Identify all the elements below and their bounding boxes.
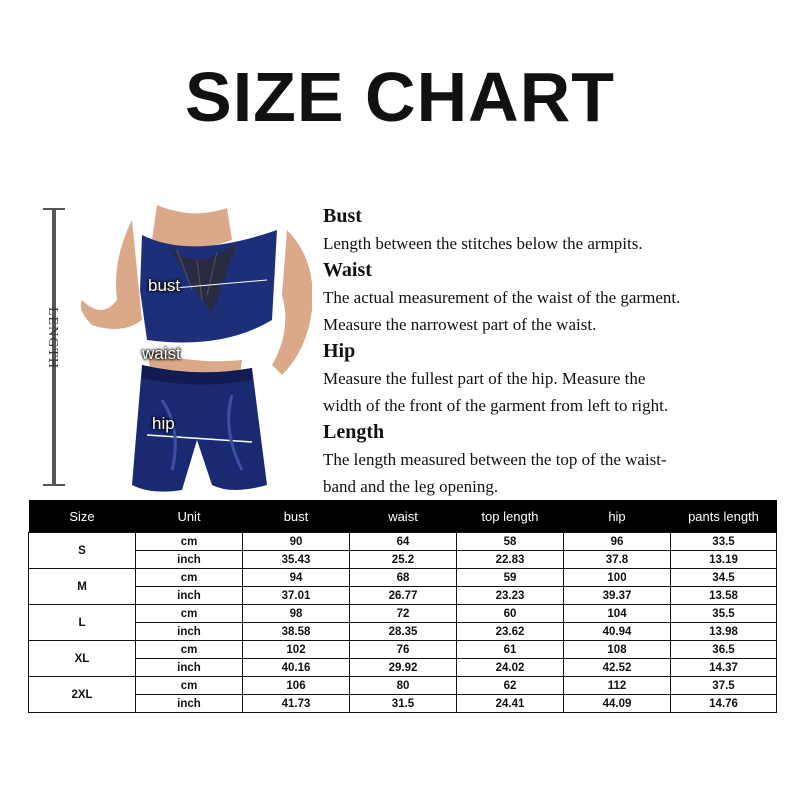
value-cell: 34.5	[671, 569, 777, 587]
length-label: LENGTH	[45, 307, 60, 369]
length-text-line-1: The length measured between the top of the waist-	[323, 450, 667, 469]
table-row	[29, 569, 777, 587]
value-cell: 62	[457, 677, 564, 695]
size-table	[28, 500, 777, 713]
value-cell: 25.2	[350, 551, 457, 569]
value-cell: 35.43	[243, 551, 350, 569]
header-size: Size	[29, 500, 136, 533]
unit-cell: cm	[136, 605, 243, 623]
value-cell: 58	[457, 533, 564, 551]
value-cell: 100	[564, 569, 671, 587]
bust-tag: bust	[148, 276, 181, 295]
unit-cell: inch	[136, 551, 243, 569]
measurement-descriptions	[323, 203, 793, 500]
header-bust: bust	[243, 500, 350, 533]
size-cell: M	[29, 569, 136, 605]
value-cell: 23.23	[457, 587, 564, 605]
value-cell: 68	[350, 569, 457, 587]
table-row	[29, 677, 777, 695]
value-cell: 29.92	[350, 659, 457, 677]
unit-cell: cm	[136, 533, 243, 551]
header-hip: hip	[564, 500, 671, 533]
unit-cell: inch	[136, 659, 243, 677]
header-waist: waist	[350, 500, 457, 533]
hip-text-line-2: width of the front of the garment from left to right.	[323, 396, 669, 415]
unit-cell: cm	[136, 569, 243, 587]
unit-cell: inch	[136, 587, 243, 605]
waist-heading: Waist	[323, 259, 372, 281]
value-cell: 108	[564, 641, 671, 659]
header-top-length: top length	[457, 500, 564, 533]
value-cell: 112	[564, 677, 671, 695]
value-cell: 61	[457, 641, 564, 659]
value-cell: 28.35	[350, 623, 457, 641]
value-cell: 22.83	[457, 551, 564, 569]
unit-cell: inch	[136, 623, 243, 641]
value-cell: 59	[457, 569, 564, 587]
value-cell: 96	[564, 533, 671, 551]
size-cell: L	[29, 605, 136, 641]
bust-section	[323, 203, 793, 257]
bust-heading: Bust	[323, 205, 362, 227]
value-cell: 36.5	[671, 641, 777, 659]
table-row	[29, 623, 777, 641]
table-row	[29, 695, 777, 713]
value-cell: 106	[243, 677, 350, 695]
value-cell: 13.58	[671, 587, 777, 605]
value-cell: 102	[243, 641, 350, 659]
value-cell: 33.5	[671, 533, 777, 551]
value-cell: 37.01	[243, 587, 350, 605]
hip-section	[323, 338, 793, 419]
page-title: SIZE CHART	[185, 58, 615, 136]
length-heading: Length	[323, 421, 385, 443]
value-cell: 37.8	[564, 551, 671, 569]
header-unit: Unit	[136, 500, 243, 533]
value-cell: 40.94	[564, 623, 671, 641]
table-row	[29, 587, 777, 605]
value-cell: 80	[350, 677, 457, 695]
waist-section	[323, 257, 793, 338]
value-cell: 72	[350, 605, 457, 623]
size-cell: S	[29, 533, 136, 569]
size-cell: 2XL	[29, 677, 136, 713]
table-row	[29, 605, 777, 623]
waist-text-line-2: Measure the narrowest part of the waist.	[323, 315, 597, 334]
size-cell: XL	[29, 641, 136, 677]
value-cell: 104	[564, 605, 671, 623]
hip-tag: hip	[152, 414, 175, 433]
value-cell: 76	[350, 641, 457, 659]
value-cell: 24.02	[457, 659, 564, 677]
table-row	[29, 659, 777, 677]
value-cell: 31.5	[350, 695, 457, 713]
model-image	[72, 200, 312, 500]
table-row	[29, 641, 777, 659]
value-cell: 13.19	[671, 551, 777, 569]
value-cell: 64	[350, 533, 457, 551]
value-cell: 90	[243, 533, 350, 551]
value-cell: 44.09	[564, 695, 671, 713]
value-cell: 98	[243, 605, 350, 623]
table-row	[29, 551, 777, 569]
value-cell: 26.77	[350, 587, 457, 605]
header-pants-length: pants length	[671, 500, 777, 533]
length-text-line-2: band and the leg opening.	[323, 477, 499, 496]
value-cell: 13.98	[671, 623, 777, 641]
value-cell: 23.62	[457, 623, 564, 641]
value-cell: 39.37	[564, 587, 671, 605]
garment-illustration	[22, 200, 312, 500]
hip-text-line-1: Measure the fullest part of the hip. Measure the	[323, 369, 646, 388]
value-cell: 60	[457, 605, 564, 623]
value-cell: 24.41	[457, 695, 564, 713]
value-cell: 42.52	[564, 659, 671, 677]
length-section	[323, 419, 793, 500]
value-cell: 38.58	[243, 623, 350, 641]
unit-cell: cm	[136, 641, 243, 659]
value-cell: 40.16	[243, 659, 350, 677]
bust-text: Length between the stitches below the armpits.	[323, 234, 643, 253]
value-cell: 94	[243, 569, 350, 587]
value-cell: 37.5	[671, 677, 777, 695]
value-cell: 14.76	[671, 695, 777, 713]
hip-heading: Hip	[323, 340, 356, 362]
unit-cell: inch	[136, 695, 243, 713]
value-cell: 14.37	[671, 659, 777, 677]
waist-text-line-1: The actual measurement of the waist of the garment.	[323, 288, 681, 307]
value-cell: 41.73	[243, 695, 350, 713]
value-cell: 35.5	[671, 605, 777, 623]
unit-cell: cm	[136, 677, 243, 695]
table-header-row	[29, 500, 777, 533]
waist-tag: waist	[142, 344, 181, 363]
table-row	[29, 533, 777, 551]
